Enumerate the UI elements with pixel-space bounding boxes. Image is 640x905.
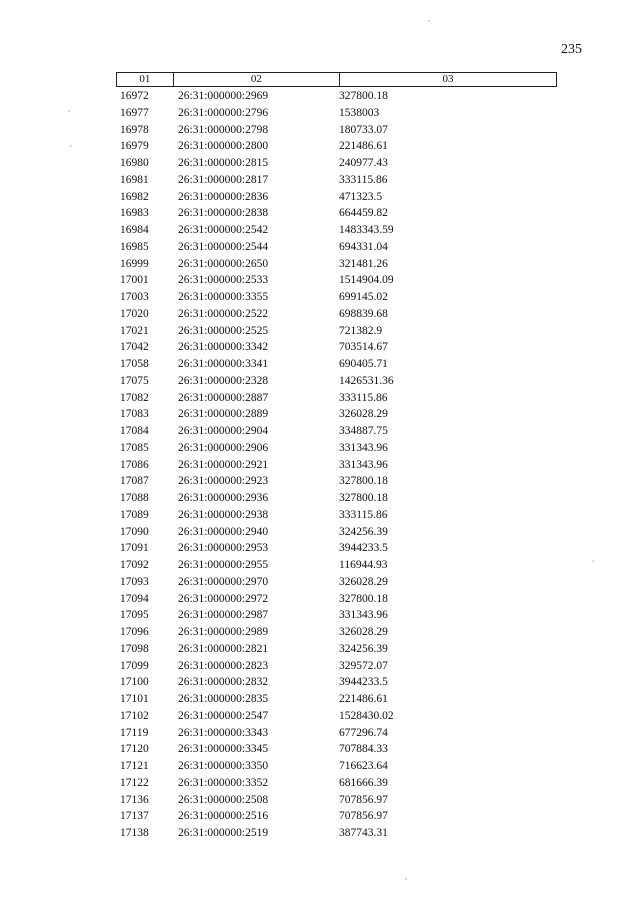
cadastral-number-cell: 26:31:000000:3345 bbox=[178, 743, 269, 756]
cadastral-number-cell: 26:31:000000:3343 bbox=[178, 726, 269, 739]
cadastral-number-cell: 26:31:000000:2835 bbox=[178, 693, 269, 705]
value-cell: 116944.93 bbox=[339, 559, 388, 571]
cadastral-number-cell: 26:31:000000:2838 bbox=[178, 207, 269, 220]
value-cell: 703514.67 bbox=[339, 341, 388, 354]
cadastral-number-cell: 26:31:000000:2906 bbox=[178, 441, 269, 454]
cadastral-number-cell: 26:31:000000:2953 bbox=[178, 542, 269, 555]
table-row bbox=[116, 138, 557, 155]
value-cell: 707884.33 bbox=[339, 743, 388, 756]
table-row bbox=[116, 88, 557, 105]
row-number-cell: 16982 bbox=[120, 190, 149, 203]
table-row bbox=[116, 406, 557, 423]
row-number-cell: 17138 bbox=[120, 827, 149, 839]
cadastral-number-cell: 26:31:000000:2970 bbox=[178, 575, 269, 588]
cadastral-number-cell: 26:31:000000:2798 bbox=[178, 123, 269, 136]
row-number-cell: 17082 bbox=[120, 391, 149, 404]
cadastral-number-cell: 26:31:000000:2800 bbox=[178, 140, 269, 153]
row-number-cell: 17101 bbox=[120, 693, 149, 705]
row-number-cell: 16978 bbox=[120, 123, 149, 136]
cadastral-number-cell: 26:31:000000:2817 bbox=[178, 173, 269, 186]
row-number-cell: 17020 bbox=[120, 307, 149, 320]
table-row bbox=[116, 792, 557, 809]
row-number-cell: 17102 bbox=[120, 709, 149, 722]
cadastral-number-cell: 26:31:000000:2969 bbox=[178, 90, 269, 102]
value-cell: 327800.18 bbox=[339, 492, 388, 504]
value-cell: 333115.86 bbox=[339, 173, 388, 186]
table-row bbox=[116, 222, 557, 239]
row-number-cell: 17001 bbox=[120, 274, 149, 287]
value-cell: 707856.97 bbox=[339, 810, 388, 823]
value-cell: 694331.04 bbox=[339, 240, 388, 253]
cadastral-number-cell: 26:31:000000:2938 bbox=[178, 508, 269, 521]
cadastral-number-cell: 26:31:000000:2940 bbox=[178, 525, 269, 538]
table-row bbox=[116, 674, 557, 691]
value-cell: 1514904.09 bbox=[339, 274, 394, 287]
table-row bbox=[116, 808, 557, 825]
row-number-cell: 17091 bbox=[120, 542, 149, 555]
row-number-cell: 17093 bbox=[120, 575, 149, 588]
page-number: 235 bbox=[561, 42, 582, 57]
cadastral-number-cell: 26:31:000000:2821 bbox=[178, 642, 269, 655]
row-number-cell: 16980 bbox=[120, 157, 149, 169]
row-number-cell: 17088 bbox=[120, 492, 149, 504]
table-row bbox=[116, 205, 557, 222]
column-header-01: 01 bbox=[117, 73, 174, 86]
value-cell: 334887.75 bbox=[339, 425, 388, 437]
value-cell: 1426531.36 bbox=[339, 374, 394, 387]
value-cell: 677296.74 bbox=[339, 726, 388, 739]
cadastral-number-cell: 26:31:000000:2796 bbox=[178, 106, 269, 119]
row-number-cell: 16999 bbox=[120, 257, 149, 270]
cadastral-number-cell: 26:31:000000:3350 bbox=[178, 760, 269, 772]
row-number-cell: 17084 bbox=[120, 425, 149, 437]
value-cell: 221486.61 bbox=[339, 693, 388, 705]
value-cell: 321481.26 bbox=[339, 257, 388, 270]
cadastral-number-cell: 26:31:000000:2889 bbox=[178, 408, 269, 421]
table-row bbox=[116, 373, 557, 390]
row-number-cell: 17094 bbox=[120, 592, 149, 605]
table-row bbox=[116, 540, 557, 557]
cadastral-number-cell: 26:31:000000:2921 bbox=[178, 458, 269, 471]
table-row bbox=[116, 272, 557, 289]
row-number-cell: 16979 bbox=[120, 140, 149, 153]
value-cell: 324256.39 bbox=[339, 525, 388, 538]
value-cell: 333115.86 bbox=[339, 508, 388, 521]
cadastral-number-cell: 26:31:000000:2516 bbox=[178, 810, 269, 823]
table-row bbox=[116, 473, 557, 490]
table-row bbox=[116, 524, 557, 541]
cadastral-number-cell: 26:31:000000:2525 bbox=[178, 324, 269, 337]
value-cell: 326028.29 bbox=[339, 575, 388, 588]
cadastral-number-cell: 26:31:000000:2522 bbox=[178, 307, 269, 320]
row-number-cell: 17122 bbox=[120, 776, 149, 789]
row-number-cell: 17075 bbox=[120, 374, 149, 387]
cadastral-number-cell: 26:31:000000:3352 bbox=[178, 776, 269, 789]
value-cell: 3944233.5 bbox=[339, 542, 388, 555]
table-row bbox=[116, 172, 557, 189]
table-row bbox=[116, 440, 557, 457]
table-row bbox=[116, 591, 557, 608]
table-row bbox=[116, 574, 557, 591]
row-number-cell: 17137 bbox=[120, 810, 149, 823]
row-number-cell: 16984 bbox=[120, 224, 149, 236]
table-row bbox=[116, 825, 557, 842]
value-cell: 3944233.5 bbox=[339, 676, 388, 689]
value-cell: 326028.29 bbox=[339, 626, 388, 638]
row-number-cell: 17086 bbox=[120, 458, 149, 471]
table-row bbox=[116, 256, 557, 273]
cadastral-number-cell: 26:31:000000:2972 bbox=[178, 592, 269, 605]
value-cell: 698839.68 bbox=[339, 307, 388, 320]
table-row bbox=[116, 607, 557, 624]
cadastral-number-cell: 26:31:000000:2936 bbox=[178, 492, 269, 504]
scan-speck bbox=[70, 145, 72, 147]
cadastral-number-cell: 26:31:000000:2823 bbox=[178, 659, 269, 672]
value-cell: 471323.5 bbox=[339, 190, 383, 203]
value-cell: 1538003 bbox=[339, 106, 380, 119]
row-number-cell: 17090 bbox=[120, 525, 149, 538]
table-row bbox=[116, 306, 557, 323]
table-row bbox=[116, 339, 557, 356]
cadastral-number-cell: 26:31:000000:2328 bbox=[178, 374, 269, 387]
cadastral-number-cell: 26:31:000000:2987 bbox=[178, 609, 269, 622]
table-row bbox=[116, 189, 557, 206]
cadastral-number-cell: 26:31:000000:2815 bbox=[178, 157, 269, 169]
row-number-cell: 17095 bbox=[120, 609, 149, 622]
cadastral-number-cell: 26:31:000000:2904 bbox=[178, 425, 269, 437]
row-number-cell: 17099 bbox=[120, 659, 149, 672]
row-number-cell: 17121 bbox=[120, 760, 149, 772]
data-table bbox=[116, 72, 557, 842]
cadastral-number-cell: 26:31:000000:2887 bbox=[178, 391, 269, 404]
row-number-cell: 16972 bbox=[120, 90, 149, 102]
value-cell: 331343.96 bbox=[339, 441, 388, 454]
table-row bbox=[116, 457, 557, 474]
value-cell: 699145.02 bbox=[339, 291, 388, 303]
value-cell: 327800.18 bbox=[339, 475, 388, 488]
row-number-cell: 17119 bbox=[120, 726, 149, 739]
cadastral-number-cell: 26:31:000000:2923 bbox=[178, 475, 269, 488]
table-row bbox=[116, 624, 557, 641]
scan-speck bbox=[428, 20, 430, 22]
value-cell: 707856.97 bbox=[339, 793, 388, 806]
table-row bbox=[116, 641, 557, 658]
table-row bbox=[116, 239, 557, 256]
table-row bbox=[116, 507, 557, 524]
scan-speck bbox=[405, 878, 407, 880]
value-cell: 221486.61 bbox=[339, 140, 388, 153]
value-cell: 1483343.59 bbox=[339, 224, 394, 236]
value-cell: 387743.31 bbox=[339, 827, 388, 839]
value-cell: 681666.39 bbox=[339, 776, 388, 789]
cadastral-number-cell: 26:31:000000:2955 bbox=[178, 559, 269, 571]
table-row bbox=[116, 122, 557, 139]
table-row bbox=[116, 390, 557, 407]
table-row bbox=[116, 758, 557, 775]
row-number-cell: 17092 bbox=[120, 559, 149, 571]
row-number-cell: 17003 bbox=[120, 291, 149, 303]
table-row bbox=[116, 289, 557, 306]
row-number-cell: 17042 bbox=[120, 341, 149, 354]
row-number-cell: 17096 bbox=[120, 626, 149, 638]
table-row bbox=[116, 323, 557, 340]
table-row bbox=[116, 155, 557, 172]
cadastral-number-cell: 26:31:000000:2836 bbox=[178, 190, 269, 203]
value-cell: 327800.18 bbox=[339, 90, 388, 102]
row-number-cell: 17120 bbox=[120, 743, 149, 756]
row-number-cell: 16981 bbox=[120, 173, 149, 186]
value-cell: 329572.07 bbox=[339, 659, 388, 672]
row-number-cell: 16983 bbox=[120, 207, 149, 220]
value-cell: 721382.9 bbox=[339, 324, 383, 337]
row-number-cell: 17089 bbox=[120, 508, 149, 521]
value-cell: 324256.39 bbox=[339, 642, 388, 655]
row-number-cell: 17136 bbox=[120, 793, 149, 806]
value-cell: 1528430.02 bbox=[339, 709, 394, 722]
table-body bbox=[116, 88, 557, 842]
cadastral-number-cell: 26:31:000000:2519 bbox=[178, 827, 269, 839]
value-cell: 331343.96 bbox=[339, 609, 388, 622]
row-number-cell: 17098 bbox=[120, 642, 149, 655]
column-header-02: 02 bbox=[174, 73, 340, 86]
row-number-cell: 16977 bbox=[120, 106, 149, 119]
table-header-row bbox=[116, 72, 557, 87]
table-row bbox=[116, 423, 557, 440]
cadastral-number-cell: 26:31:000000:3342 bbox=[178, 341, 269, 354]
table-row bbox=[116, 708, 557, 725]
row-number-cell: 17087 bbox=[120, 475, 149, 488]
cadastral-number-cell: 26:31:000000:3341 bbox=[178, 358, 269, 370]
row-number-cell: 17058 bbox=[120, 358, 149, 370]
scan-speck bbox=[592, 560, 594, 562]
table-row bbox=[116, 557, 557, 574]
value-cell: 331343.96 bbox=[339, 458, 388, 471]
table-row bbox=[116, 741, 557, 758]
cadastral-number-cell: 26:31:000000:3355 bbox=[178, 291, 269, 303]
cadastral-number-cell: 26:31:000000:2547 bbox=[178, 709, 269, 722]
value-cell: 180733.07 bbox=[339, 123, 388, 136]
value-cell: 326028.29 bbox=[339, 408, 388, 421]
cadastral-number-cell: 26:31:000000:2650 bbox=[178, 257, 269, 270]
cadastral-number-cell: 26:31:000000:2544 bbox=[178, 240, 269, 253]
table-row bbox=[116, 691, 557, 708]
table-row bbox=[116, 725, 557, 742]
cadastral-number-cell: 26:31:000000:2989 bbox=[178, 626, 269, 638]
value-cell: 716623.64 bbox=[339, 760, 388, 772]
row-number-cell: 16985 bbox=[120, 240, 149, 253]
table-row bbox=[116, 105, 557, 122]
value-cell: 327800.18 bbox=[339, 592, 388, 605]
cadastral-number-cell: 26:31:000000:2533 bbox=[178, 274, 269, 287]
table-row bbox=[116, 490, 557, 507]
column-header-03: 03 bbox=[442, 73, 454, 85]
value-cell: 664459.82 bbox=[339, 207, 388, 220]
row-number-cell: 17085 bbox=[120, 441, 149, 454]
row-number-cell: 17021 bbox=[120, 324, 149, 337]
cadastral-number-cell: 26:31:000000:2542 bbox=[178, 224, 269, 236]
row-number-cell: 17083 bbox=[120, 408, 149, 421]
value-cell: 690405.71 bbox=[339, 358, 388, 370]
value-cell: 333115.86 bbox=[339, 391, 388, 404]
table-row bbox=[116, 775, 557, 792]
scan-speck bbox=[68, 110, 70, 112]
row-number-cell: 17100 bbox=[120, 676, 149, 689]
value-cell: 240977.43 bbox=[339, 157, 388, 169]
table-row bbox=[116, 658, 557, 675]
cadastral-number-cell: 26:31:000000:2832 bbox=[178, 676, 269, 689]
table-row bbox=[116, 356, 557, 373]
cadastral-number-cell: 26:31:000000:2508 bbox=[178, 793, 269, 806]
